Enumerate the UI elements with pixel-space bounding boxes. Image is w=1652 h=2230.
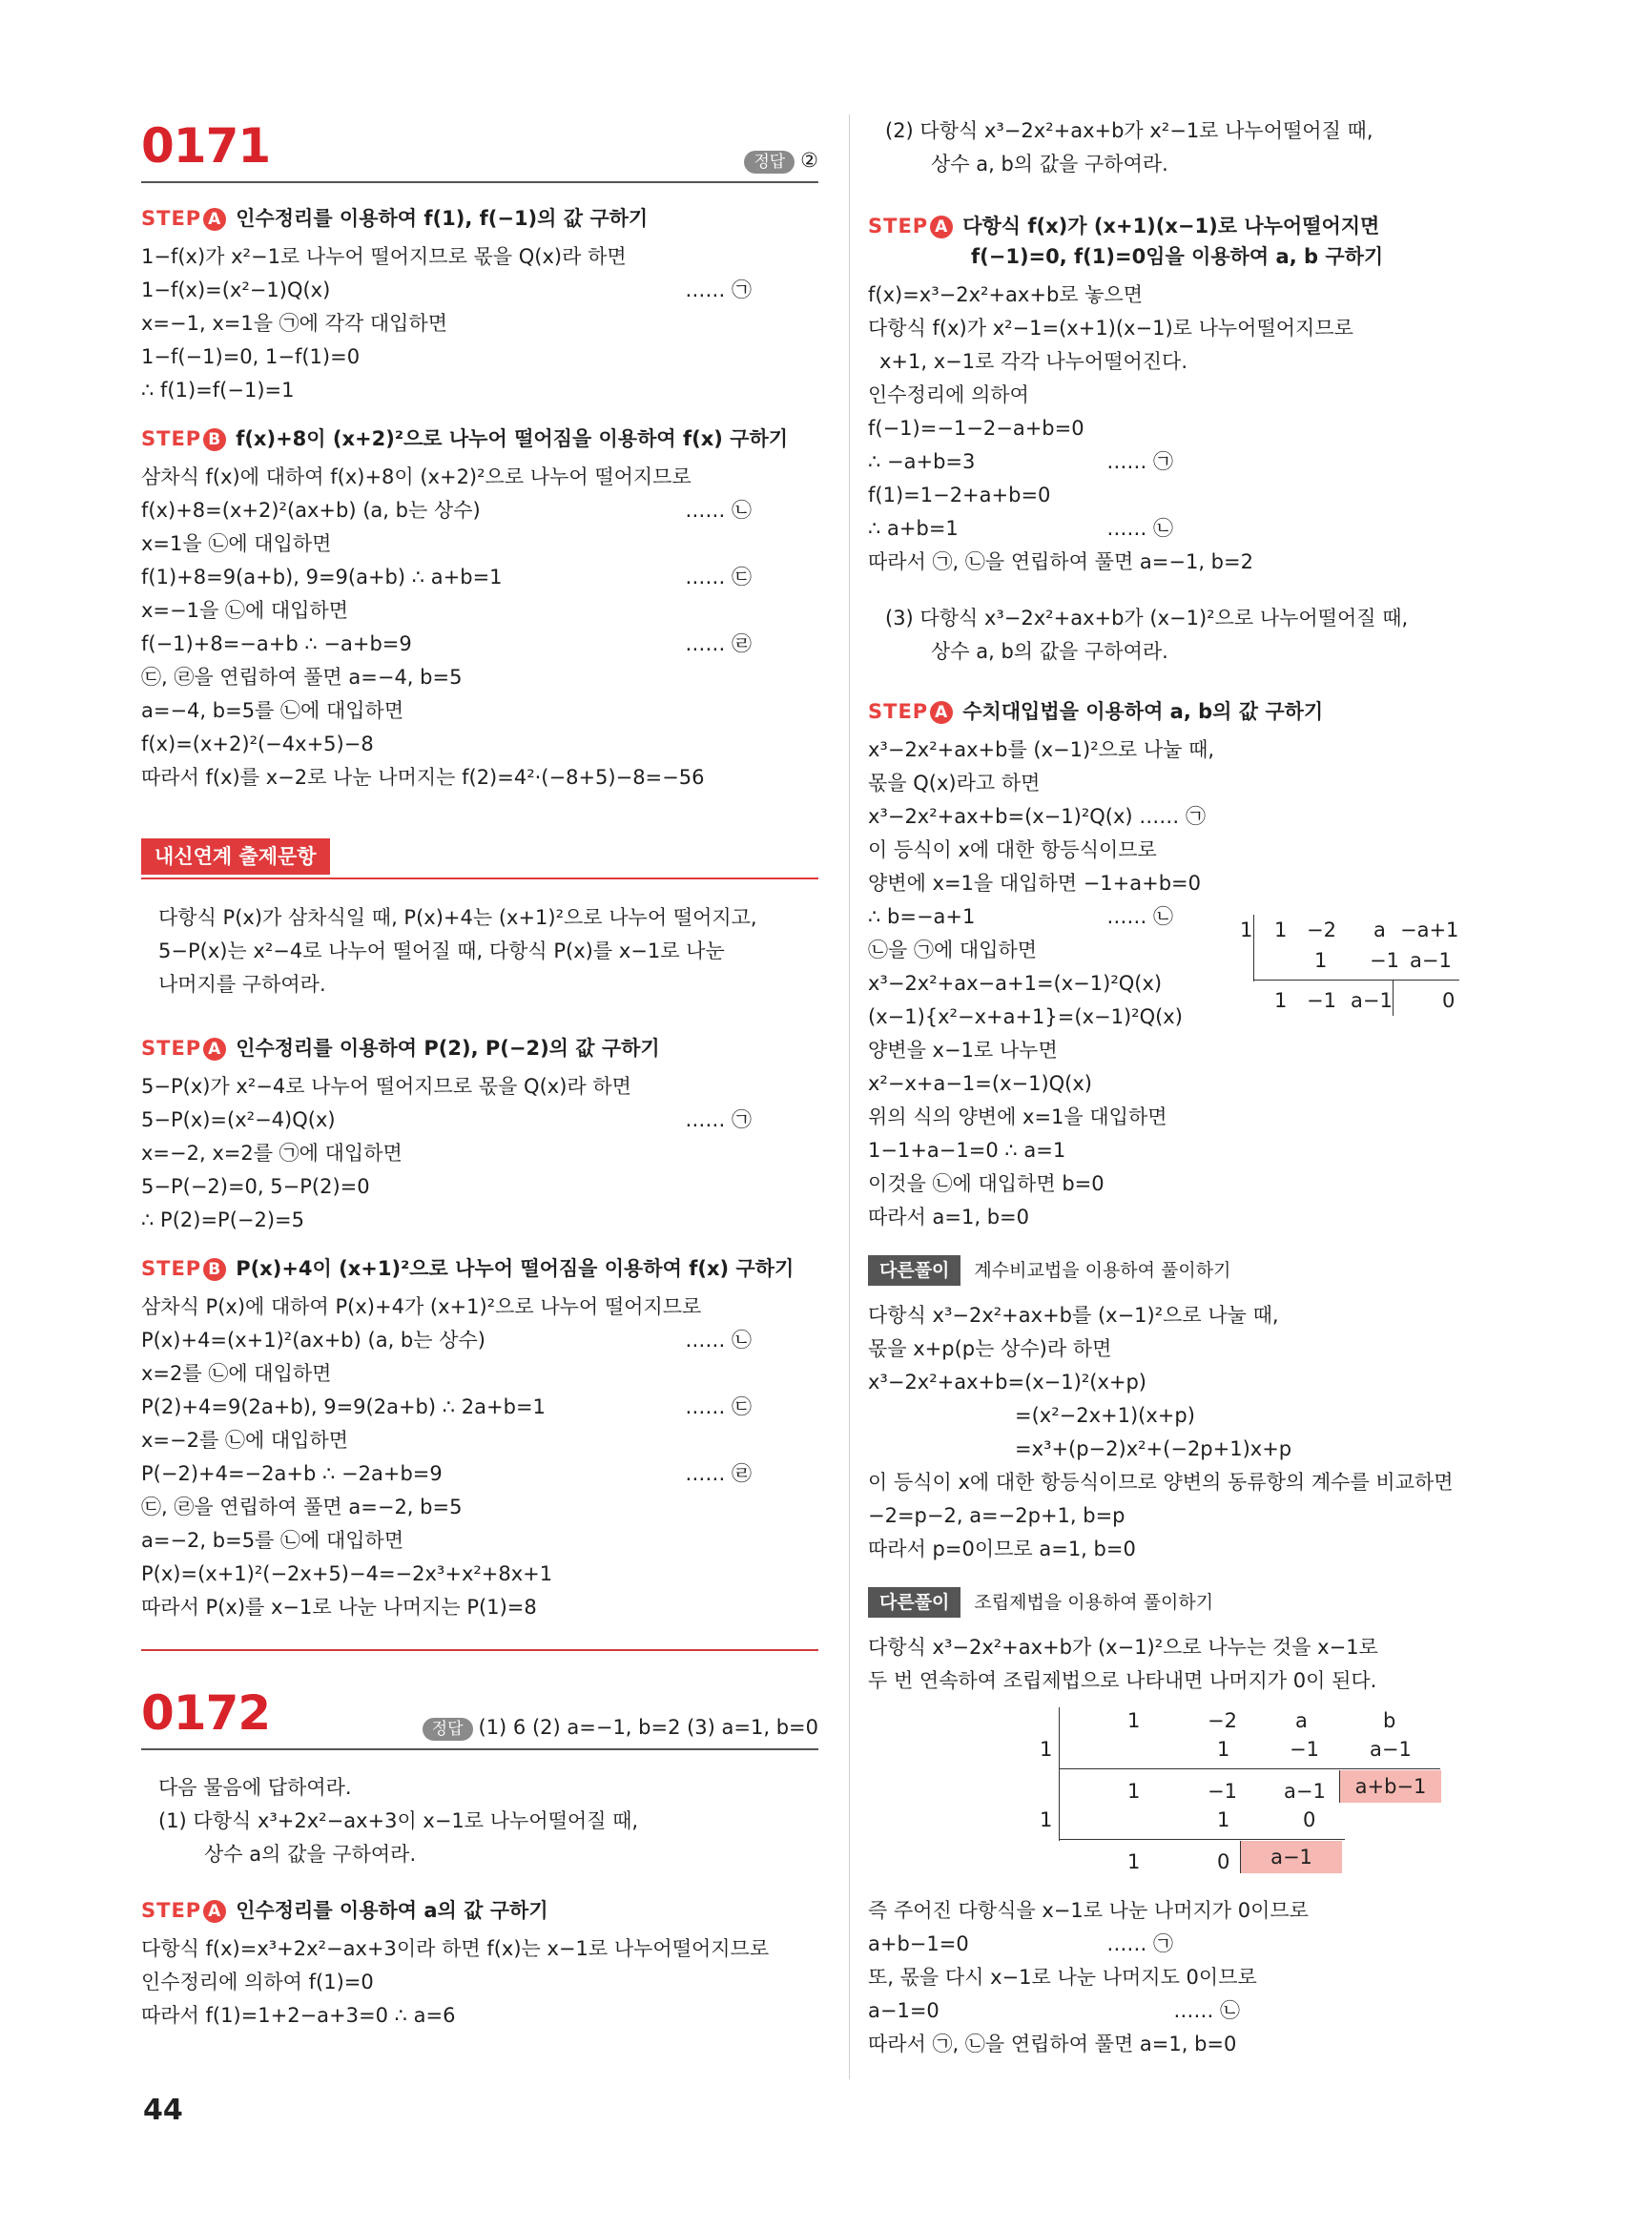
equation-mark: …… ㉣ <box>685 632 752 655</box>
division-line <box>1253 980 1459 981</box>
step-b-heading <box>141 1254 818 1283</box>
problem-0172-header <box>141 1682 818 1750</box>
equation-mark: …… ㉠ <box>1106 450 1173 473</box>
step-tag: STEP A <box>868 700 953 723</box>
result-line: 따라서 P(x)를 x−1로 나눈 나머지는 P(1)=8 <box>141 1596 537 1619</box>
quotient: a−1 <box>1284 1780 1326 1803</box>
text-line: 위의 식의 양변에 x=1을 대입하면 <box>868 1105 1167 1128</box>
problem-number: 0171 <box>141 118 271 174</box>
divisor: 1 <box>1240 919 1253 941</box>
product: a−1 <box>1370 1738 1412 1761</box>
answer-badge: 정답 <box>423 1718 473 1741</box>
text-line: 이 등식이 x에 대한 항등식이므로 양변의 동류항의 계수를 비교하면 <box>868 1471 1454 1494</box>
quotient: −1 <box>1208 1780 1237 1803</box>
text-line: x=−1, x=1을 ㉠에 각각 대입하면 <box>141 312 448 335</box>
equation-line: f(−1)=−1−2−a+b=0 <box>868 417 1084 440</box>
equation-line: ∴ −a+b=3 …… ㉠ <box>868 445 1459 479</box>
equation-line: =x³+(p−2)x²+(−2p+1)x+p <box>1015 1437 1292 1460</box>
equation-line: x³−2x²+ax+b=(x−1)²(x+p) <box>868 1371 1146 1394</box>
text-line: 다항식 f(x)가 x²−1=(x+1)(x−1)로 나누어떨어지므로 <box>868 317 1353 340</box>
equation-mark: …… ㉠ <box>685 1108 752 1131</box>
step-tag: STEP A <box>868 215 953 237</box>
coefficient: a <box>1373 919 1386 941</box>
text-line: 양변을 x−1로 나누면 <box>868 1039 1058 1062</box>
remainder-highlight: a−1 <box>1240 1841 1342 1873</box>
result-line: 따라서 f(x)를 x−2로 나눈 나머지는 f(2)=4²·(−8+5)−8=−56 <box>141 766 705 789</box>
equation-line: P(−2)+4=−2a+b ∴ −2a+b=9 …… ㉣ <box>141 1457 818 1491</box>
text-line: 다항식 x³−2x²+ax+b를 (x−1)²으로 나눌 때, <box>868 1304 1279 1327</box>
equation-line: −2=p−2, a=−2p+1, b=p <box>868 1504 1125 1527</box>
synthetic-division-repeated <box>868 1698 1459 1894</box>
text-line: 삼차식 f(x)에 대하여 f(x)+8이 (x+2)²으로 나누어 떨어지므로 <box>141 465 692 488</box>
question-line: 상수 a, b의 값을 구하여라. <box>931 640 1168 663</box>
product: 1 <box>1314 949 1328 972</box>
question-line: (1) 다항식 x³+2x²−ax+3이 x−1로 나누어떨어질 때, <box>158 1809 639 1832</box>
division-line <box>1059 1768 1440 1769</box>
question-block <box>868 114 1459 181</box>
equation-mark: …… ㉠ <box>1106 1932 1173 1955</box>
equation-mark: …… ㉢ <box>685 566 752 588</box>
step-a-heading <box>141 1034 818 1063</box>
equation-mark: …… ㉢ <box>685 1395 752 1418</box>
equation-mark: …… ㉡ <box>1106 905 1173 928</box>
answer-value: ② <box>800 149 818 172</box>
equation-line: x²−x+a−1=(x−1)Q(x) <box>868 1072 1092 1095</box>
text-line: 양변에 x=1을 대입하면 −1+a+b=0 <box>868 872 1202 895</box>
remainder: 0 <box>1442 989 1456 1012</box>
text-line: 삼차식 P(x)에 대하여 P(x)+4가 (x+1)²으로 나누어 떨어지므로 <box>141 1295 702 1318</box>
product: a−1 <box>1410 949 1452 972</box>
question-block <box>141 1771 818 1871</box>
text-line: 몫을 x+p(p는 상수)라 하면 <box>868 1337 1112 1360</box>
step-b-heading <box>141 424 818 453</box>
alt-solution-1-header <box>868 1255 1459 1290</box>
equation-line: 1−f(x)=(x²−1)Q(x) …… ㉠ <box>141 274 818 307</box>
divisor: 1 <box>1040 1808 1053 1831</box>
equation-line: f(1)+8=9(a+b), 9=9(a+b) ∴ a+b=1 …… ㉢ <box>141 561 818 594</box>
naesin-badge: 내신연계 출제문항 <box>141 838 330 875</box>
question-line: (3) 다항식 x³−2x²+ax+b가 (x−1)²으로 나누어떨어질 때, <box>885 607 1409 630</box>
synthetic-division-table <box>1240 915 1459 1020</box>
equation-mark: …… ㉡ <box>685 1329 752 1352</box>
text-line: a=−2, b=5를 ㉡에 대입하면 <box>141 1529 404 1552</box>
problem-line: 다항식 P(x)가 삼차식일 때, P(x)+4는 (x+1)²으로 나누어 떨어지고, <box>158 906 757 929</box>
step-title: 인수정리를 이용하여 f(1), f(−1)의 값 구하기 <box>236 207 649 230</box>
intro-line: 다음 물음에 답하여라. <box>158 1776 352 1799</box>
question-line: 상수 a, b의 값을 구하여라. <box>931 153 1168 176</box>
text-line: x=−2를 ㉡에 대입하면 <box>141 1429 349 1452</box>
text-line: 5−P(x)가 x²−4로 나누어 떨어지므로 몫을 Q(x)라 하면 <box>141 1075 631 1098</box>
text-line: 두 번 연속하여 조립제법으로 나타내면 나머지가 0이 된다. <box>868 1669 1377 1692</box>
answer <box>423 1714 818 1741</box>
text-line: 인수정리에 의하여 f(1)=0 <box>141 1971 374 1993</box>
coefficient: 1 <box>1127 1709 1141 1732</box>
step-tag: STEP A <box>141 207 226 230</box>
equation-line: 5−P(x)=(x²−4)Q(x) …… ㉠ <box>141 1104 818 1137</box>
text-line: x+1, x−1로 각각 나누어떨어진다. <box>879 350 1188 373</box>
problem-number: 0172 <box>141 1685 271 1741</box>
text-line: ㉡을 ㉠에 대입하면 <box>868 939 1038 961</box>
coefficient: a <box>1295 1709 1308 1732</box>
equation-line: f(−1)+8=−a+b ∴ −a+b=9 …… ㉣ <box>141 628 818 661</box>
alt-badge: 다른풀이 <box>868 1255 960 1286</box>
step-a-heading <box>141 204 818 233</box>
step-title-continued: f(−1)=0, f(1)=0임을 이용하여 a, b 구하기 <box>971 245 1384 268</box>
text-line: ㉢, ㉣을 연립하여 풀면 a=−4, b=5 <box>141 666 463 689</box>
equation-line: P(2)+4=9(2a+b), 9=9(2a+b) ∴ 2a+b=1 …… ㉢ <box>141 1391 818 1424</box>
step-tag: STEP A <box>141 1899 226 1922</box>
equation-mark: …… ㉠ <box>685 279 752 301</box>
page-number: 44 <box>143 2094 183 2127</box>
equation-line: x³−2x²+ax+b=(x−1)²Q(x) …… ㉠ <box>868 805 1206 828</box>
equation-line: =(x²−2x+1)(x+p) <box>1015 1404 1195 1427</box>
division-line <box>1059 1839 1345 1840</box>
answer <box>744 147 818 174</box>
step-title: P(x)+4이 (x+1)²으로 나누어 떨어짐을 이용하여 f(x) 구하기 <box>236 1257 795 1280</box>
text-line: 몫을 Q(x)라고 하면 <box>868 772 1041 795</box>
text-line: x³−2x²+ax+b를 (x−1)²으로 나눌 때, <box>868 738 1215 761</box>
text-line: a=−4, b=5를 ㉡에 대입하면 <box>141 699 404 722</box>
text-line: 또, 몫을 다시 x−1로 나눈 나머지도 0이므로 <box>868 1966 1257 1989</box>
result-line: ∴ P(2)=P(−2)=5 <box>141 1208 305 1231</box>
right-column <box>868 114 1459 2061</box>
division-bar <box>1253 915 1254 981</box>
equation-mark: …… ㉡ <box>1173 1999 1240 2022</box>
equation-line: f(1)=1−2+a+b=0 <box>868 484 1051 506</box>
coefficient: 1 <box>1274 919 1288 941</box>
equation-line: P(x)=(x+1)²(−2x+5)−4=−2x³+x²+8x+1 <box>141 1562 553 1585</box>
naesin-header <box>141 838 818 877</box>
problem-line: 5−P(x)는 x²−4로 나누어 떨어질 때, 다항식 P(x)를 x−1로 나눈 <box>158 939 725 962</box>
equation-mark: …… ㉣ <box>685 1462 752 1485</box>
product: −1 <box>1370 949 1399 972</box>
answer-value: (1) 6 (2) a=−1, b=2 (3) a=1, b=0 <box>478 1716 818 1739</box>
section-separator <box>141 1649 818 1651</box>
coefficient: −a+1 <box>1400 919 1459 941</box>
text-line: x=−2, x=2를 ㉠에 대입하면 <box>141 1142 403 1165</box>
question-line: 상수 a의 값을 구하여라. <box>204 1843 417 1866</box>
product: 1 <box>1217 1808 1230 1831</box>
alt-title: 계수비교법을 이용하여 풀이하기 <box>974 1260 1231 1281</box>
step-a-heading <box>868 697 1459 726</box>
remainder-highlight: a+b−1 <box>1339 1770 1441 1803</box>
step-title: 다항식 f(x)가 (x+1)(x−1)로 나누어떨어지면 <box>962 215 1380 237</box>
coefficient: b <box>1383 1709 1396 1732</box>
equation-line: ∴ b=−a+1 …… ㉡ <box>868 900 1459 934</box>
step-title: 수치대입법을 이용하여 a, b의 값 구하기 <box>962 700 1324 723</box>
coefficient: −2 <box>1208 1709 1237 1732</box>
text-line: f(x)=x³−2x²+ax+b로 놓으면 <box>868 283 1144 306</box>
coefficient: −2 <box>1307 919 1336 941</box>
text-line: x=2를 ㉡에 대입하면 <box>141 1362 332 1385</box>
quotient: −1 <box>1307 989 1336 1012</box>
divisor: 1 <box>1040 1738 1053 1761</box>
step-title: 인수정리를 이용하여 P(2), P(−2)의 값 구하기 <box>236 1037 660 1060</box>
equation-mark: …… ㉡ <box>1106 517 1173 540</box>
step-a-heading <box>141 1896 818 1925</box>
step-a-heading <box>868 212 1459 240</box>
step-title: 인수정리를 이용하여 a의 값 구하기 <box>236 1899 548 1922</box>
division-bar <box>1059 1770 1060 1841</box>
alt-title: 조립제법을 이용하여 풀이하기 <box>974 1592 1214 1613</box>
equation-line: 1−f(−1)=0, 1−f(1)=0 <box>141 345 361 368</box>
alt-badge: 다른풀이 <box>868 1587 960 1618</box>
step-title: f(x)+8이 (x+2)²으로 나누어 떨어짐을 이용하여 f(x) 구하기 <box>236 427 789 450</box>
column-divider <box>849 114 850 2079</box>
equation-line: x³−2x²+ax−a+1=(x−1)²Q(x) <box>868 972 1163 995</box>
step-tag: STEP A <box>141 1037 226 1060</box>
naesin-rule <box>141 878 818 879</box>
question-block <box>868 602 1459 669</box>
equation-line: ∴ a+b=1 …… ㉡ <box>868 512 1459 546</box>
synthetic-division-table <box>1040 1707 1440 1889</box>
equation-line: P(x)+4=(x+1)²(ax+b) (a, b는 상수) …… ㉡ <box>141 1324 818 1357</box>
quotient: 1 <box>1274 989 1288 1012</box>
result-line: 따라서 p=0이므로 a=1, b=0 <box>868 1538 1136 1560</box>
result-line: 따라서 a=1, b=0 <box>868 1206 1029 1229</box>
product: 0 <box>1303 1808 1316 1831</box>
text-line: 인수정리에 의하여 <box>868 383 1029 406</box>
naesin-problem <box>141 901 818 1001</box>
problem-0171-header <box>141 114 818 183</box>
answer-badge: 정답 <box>744 151 795 174</box>
left-column <box>141 114 818 2033</box>
step-tag: STEP B <box>141 427 226 450</box>
text-line: 다항식 x³−2x²+ax+b가 (x−1)²으로 나누는 것을 x−1로 <box>868 1636 1378 1659</box>
alt-solution-2-header <box>868 1587 1459 1621</box>
quotient: a−1 <box>1351 989 1393 1012</box>
result-line: 따라서 ㉠, ㉡을 연립하여 풀면 a=−1, b=2 <box>868 550 1253 573</box>
text-line: 이 등식이 x에 대한 항등식이므로 <box>868 838 1157 861</box>
text-line: 이것을 ㉡에 대입하면 b=0 <box>868 1172 1105 1195</box>
quotient: 0 <box>1217 1850 1230 1873</box>
result-line: ∴ f(1)=f(−1)=1 <box>141 379 295 402</box>
equation-line: f(x)=(x+2)²(−4x+5)−8 <box>141 733 374 755</box>
step-tag: STEP B <box>141 1257 226 1280</box>
result-line: 따라서 ㉠, ㉡을 연립하여 풀면 a=1, b=0 <box>868 2033 1237 2055</box>
text-line: 즉 주어진 다항식을 x−1로 나눈 나머지가 0이므로 <box>868 1899 1309 1922</box>
equation-line: (x−1){x²−x+a+1}=(x−1)²Q(x) <box>868 1005 1183 1028</box>
equation-line: 1−1+a−1=0 ∴ a=1 <box>868 1139 1066 1162</box>
equation-line: a+b−1=0 …… ㉠ <box>868 1928 1459 1961</box>
text-line: 다항식 f(x)=x³+2x²−ax+3이라 하면 f(x)는 x−1로 나누어떨어지므로 <box>141 1937 770 1960</box>
text-line: x=1을 ㉡에 대입하면 <box>141 532 332 555</box>
result-line: 따라서 f(1)=1+2−a+3=0 ∴ a=6 <box>141 2004 456 2027</box>
problem-line: 나머지를 구하여라. <box>158 973 326 996</box>
q3-solution <box>868 733 1459 1234</box>
equation-mark: …… ㉡ <box>685 499 752 522</box>
product: 1 <box>1217 1738 1230 1761</box>
text-line: ㉢, ㉣을 연립하여 풀면 a=−2, b=5 <box>141 1496 463 1518</box>
equation-line: 5−P(−2)=0, 5−P(2)=0 <box>141 1175 370 1198</box>
text-line: 1−f(x)가 x²−1로 나누어 떨어지므로 몫을 Q(x)라 하면 <box>141 245 627 268</box>
quotient: 1 <box>1127 1850 1141 1873</box>
question-line: (2) 다항식 x³−2x²+ax+b가 x²−1로 나누어떨어질 때, <box>885 119 1373 142</box>
remainder-bar <box>1393 980 1394 1016</box>
product: −1 <box>1290 1738 1319 1761</box>
quotient: 1 <box>1127 1780 1141 1803</box>
equation-line: a−1=0 …… ㉡ <box>868 1994 1459 2028</box>
division-bar <box>1059 1707 1060 1770</box>
text-line: x=−1을 ㉡에 대입하면 <box>141 599 349 622</box>
equation-line: f(x)+8=(x+2)²(ax+b) (a, b는 상수) …… ㉡ <box>141 494 818 527</box>
